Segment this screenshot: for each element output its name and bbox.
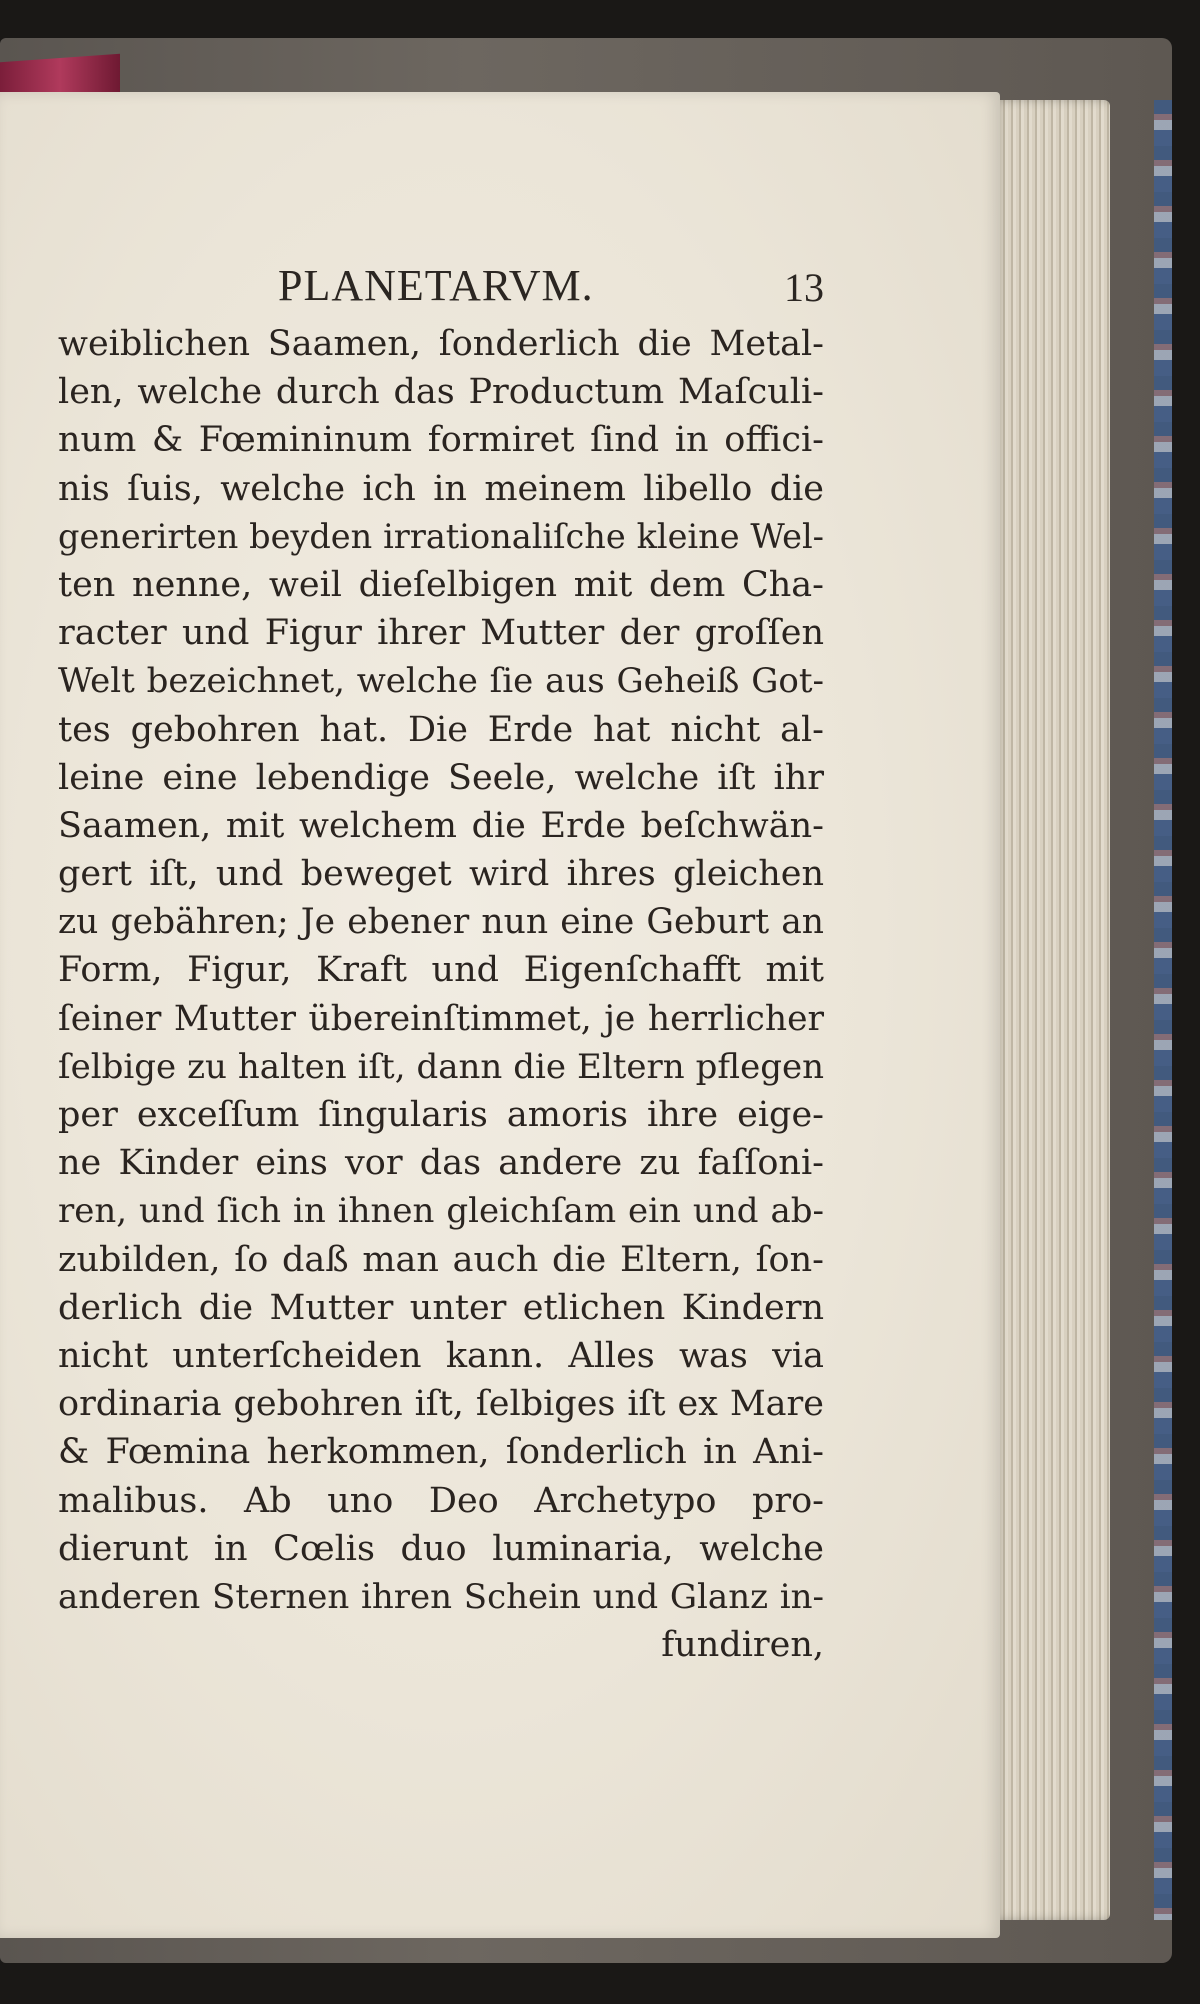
text-line: weiblichen Saamen, ſonderlich die Metal- xyxy=(58,324,824,364)
text-line: len, welche durch das Productum Maſculi- xyxy=(58,372,824,413)
text-line: Form, Figur, Kraft und Eigenſchafft mit xyxy=(58,950,824,991)
text-line: nicht unterſcheiden kann. Alles was via xyxy=(58,1335,824,1376)
page-text-block xyxy=(58,250,824,1669)
text-line: nis ſuis, welche ich in meinem libello die xyxy=(58,468,824,509)
page-edges xyxy=(992,100,1110,1920)
text-line: anderen Sternen ihren Schein und Glanz in- xyxy=(58,1576,824,1617)
text-line: dierunt in Cœlis duo luminaria, welche xyxy=(58,1528,824,1569)
text-line: ſeiner Mutter übereinſtimmet, je herrlicher xyxy=(58,998,824,1039)
body-text xyxy=(58,320,824,1621)
text-line: Welt bezeichnet, welche ſie aus Geheiß Got- xyxy=(58,661,824,702)
page-number: 13 xyxy=(784,265,824,310)
text-line: gert iſt, und beweget wird ihres gleichen xyxy=(58,854,824,895)
text-line: Saamen, mit welchem die Erde beſchwän- xyxy=(58,805,824,846)
text-line: tes gebohren hat. Die Erde hat nicht al- xyxy=(58,709,824,750)
page-header xyxy=(58,250,824,320)
text-line: racter und Figur ihrer Mutter der groſſen xyxy=(58,613,824,654)
text-line: ren, und ſich in ihnen gleichſam ein und ab- xyxy=(58,1191,824,1232)
text-line: zubilden, ſo daß man auch die Eltern, ſon- xyxy=(58,1239,824,1280)
text-line: ordinaria gebohren iſt, ſelbiges iſt ex Mare xyxy=(58,1384,824,1425)
catchword: fundiren, xyxy=(661,1625,824,1666)
text-line: ne Kinder eins vor das andere zu faſſoni- xyxy=(58,1143,824,1184)
running-head: PLANETARVM. xyxy=(278,261,594,310)
text-line: per exceſſum ſingularis amoris ihre eige- xyxy=(58,1095,824,1135)
text-line: derlich die Mutter unter etlichen Kindern xyxy=(58,1287,824,1328)
text-line: num & Fœmininum formiret ſind in offici- xyxy=(58,420,824,461)
text-line: zu gebähren; Je ebener nun eine Geburt an xyxy=(58,902,824,943)
text-line: leine eine lebendige Seele, welche iſt ihr xyxy=(58,757,824,798)
marbled-cover-edge xyxy=(1154,100,1172,1920)
text-line: ten nenne, weil dieſelbigen mit dem Cha- xyxy=(58,564,824,605)
text-line: malibus. Ab uno Deo Archetypo pro- xyxy=(58,1480,824,1521)
text-line: generirten beyden irrationaliſche kleine Wel- xyxy=(58,516,824,556)
text-line: ſelbige zu halten iſt, dann die Eltern pflegen xyxy=(58,1046,824,1087)
text-line: & Fœmina herkommen, ſonderlich in Ani- xyxy=(58,1432,824,1473)
